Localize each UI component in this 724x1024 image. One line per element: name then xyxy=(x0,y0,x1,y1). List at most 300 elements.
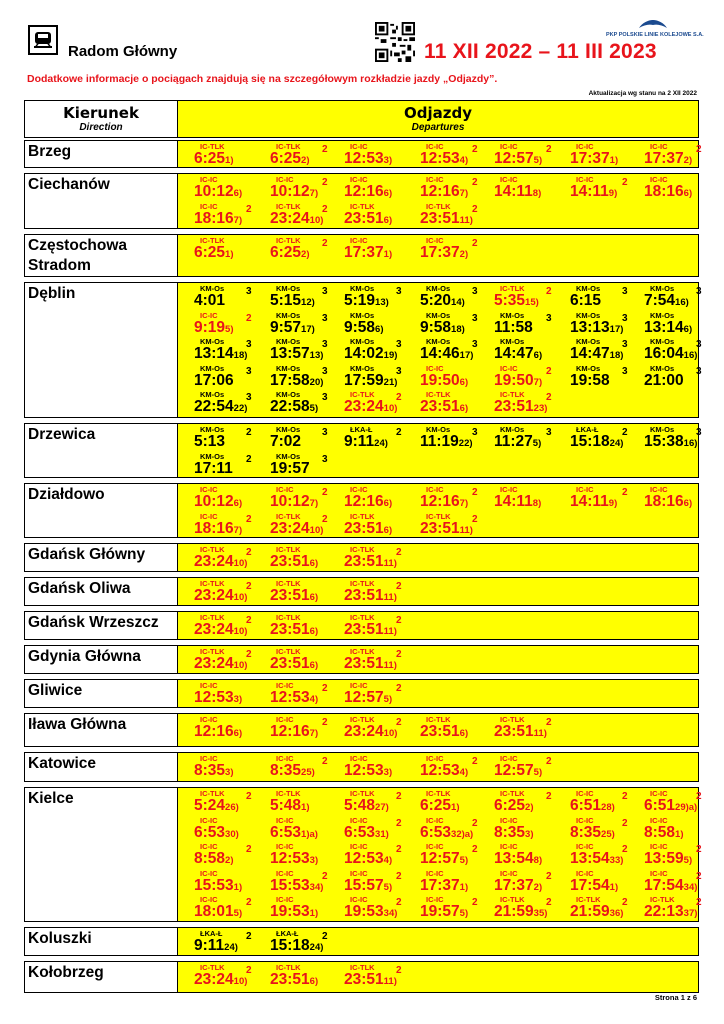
footnote-mark: 25) xyxy=(301,767,315,778)
footnote-mark: 19) xyxy=(383,350,398,361)
train-category: IC-IC xyxy=(200,511,218,521)
train-category: IC-TLK xyxy=(276,789,301,798)
departure-entry xyxy=(262,895,336,921)
departure-entry xyxy=(562,311,636,337)
departure-entry xyxy=(186,284,260,310)
departure-time: 17:11 xyxy=(194,459,233,477)
departure-time: 19:50 xyxy=(494,371,534,389)
footnote-mark: 9) xyxy=(608,188,618,199)
train-category: IC-TLK xyxy=(200,789,225,798)
departure-time: 23:51 xyxy=(420,519,460,537)
class-number: 2 xyxy=(396,683,402,694)
departure-time-wrap xyxy=(194,150,233,170)
direction-name-line: Gdańsk Główny xyxy=(28,546,146,563)
departure-time: 19:50 xyxy=(420,371,460,389)
class-number: 2 xyxy=(622,791,628,802)
departure-entry xyxy=(186,895,260,921)
departure-time: 23:24 xyxy=(194,655,234,672)
departure-entry xyxy=(336,754,410,780)
train-category: IC-IC xyxy=(276,175,294,184)
departure-entry xyxy=(636,485,710,511)
departure-entry xyxy=(636,337,710,363)
train-category: IC-IC xyxy=(500,754,518,763)
departure-time: 18:16 xyxy=(644,183,684,200)
direction-name xyxy=(25,578,178,605)
departure-time-wrap xyxy=(344,621,397,641)
departure-time: 15:53 xyxy=(194,876,234,894)
departure-time: 19:57 xyxy=(420,903,460,920)
train-category: KM-Os xyxy=(650,425,675,434)
class-number: 2 xyxy=(246,615,252,626)
departure-time: 14:11 xyxy=(570,493,609,510)
departure-time-wrap xyxy=(494,762,542,782)
footnote-mark: 13) xyxy=(309,350,324,361)
footnote-mark: 5) xyxy=(459,908,469,919)
footnote-mark: 1) xyxy=(451,802,460,813)
train-category: IC-TLK xyxy=(276,963,301,972)
footnote-mark: 6) xyxy=(309,626,319,637)
departure-entry xyxy=(562,284,636,310)
class-number: 2 xyxy=(622,817,628,829)
departure-entry xyxy=(186,579,260,605)
departure-time: 12:53 xyxy=(270,850,310,867)
departure-time-wrap xyxy=(570,372,610,390)
departure-time: 12:53 xyxy=(420,150,460,167)
train-category: KM-Os xyxy=(276,425,301,434)
departure-time-wrap xyxy=(344,520,392,540)
departure-time: 23:51 xyxy=(344,971,384,988)
departure-time: 6:15 xyxy=(570,292,602,309)
class-number: 3 xyxy=(622,365,628,377)
footnote-mark: 11) xyxy=(533,728,547,739)
departure-entry xyxy=(336,545,410,571)
footnote-mark: 6) xyxy=(683,498,693,509)
footnote-mark: 35) xyxy=(533,908,548,919)
departure-entry xyxy=(336,364,410,390)
train-category: IC-IC xyxy=(650,789,668,798)
train-category: IC-IC xyxy=(200,815,218,825)
departure-time-wrap xyxy=(420,433,473,453)
class-number: 2 xyxy=(622,177,628,188)
departure-time: 14:46 xyxy=(420,345,460,362)
departure-time-wrap xyxy=(494,723,547,743)
train-category: IC-IC xyxy=(500,842,518,851)
footnote-mark: 11) xyxy=(383,558,397,569)
class-number: 2 xyxy=(246,581,252,592)
train-category: IC-TLK xyxy=(276,236,301,245)
departure-time-wrap xyxy=(270,621,318,641)
class-number: 2 xyxy=(246,513,252,525)
departure-time-wrap xyxy=(344,319,383,339)
train-category: IC-TLK xyxy=(350,647,375,656)
footnote-mark: 6) xyxy=(683,188,693,199)
direction-name-line: Stradom xyxy=(28,257,91,274)
departure-entry xyxy=(486,337,560,363)
class-number: 2 xyxy=(396,965,402,976)
departure-entry xyxy=(562,895,636,921)
train-category: IC-TLK xyxy=(350,511,375,521)
direction-name-line: Ciechanów xyxy=(28,176,110,193)
departure-entry xyxy=(486,869,560,895)
class-number: 3 xyxy=(696,339,702,350)
footnote-mark: 2) xyxy=(683,155,693,166)
footnote-mark: 6) xyxy=(383,214,393,226)
departure-time: 13:54 xyxy=(494,850,534,867)
class-number: 2 xyxy=(622,487,628,498)
departure-time-wrap xyxy=(420,150,468,170)
footnote-mark: 24) xyxy=(309,942,324,953)
footnote-mark: 16) xyxy=(675,297,689,308)
departure-time-wrap xyxy=(270,520,323,540)
departure-time-wrap xyxy=(420,292,465,312)
departure-time-wrap xyxy=(570,345,623,365)
train-category: IC-IC xyxy=(200,310,218,320)
train-category: KM-Os xyxy=(200,284,225,293)
class-number: 2 xyxy=(396,392,402,403)
departure-time-wrap xyxy=(270,971,318,991)
departure-time: 22:58 xyxy=(270,398,310,415)
class-number: 2 xyxy=(472,238,478,249)
departure-time-wrap xyxy=(494,433,541,453)
train-category: IC-TLK xyxy=(426,201,451,211)
table-header xyxy=(24,100,699,138)
departure-time-wrap xyxy=(570,493,617,513)
departure-entry xyxy=(486,284,560,310)
train-category: KM-Os xyxy=(650,337,675,346)
direction-name xyxy=(25,928,178,955)
departure-time-wrap xyxy=(570,150,618,170)
departure-entry xyxy=(486,715,560,741)
footnote-mark: 24) xyxy=(609,438,624,449)
departure-time-wrap xyxy=(494,150,542,170)
class-number: 3 xyxy=(696,427,702,438)
train-category: KM-Os xyxy=(200,337,225,346)
footnote-mark: 2) xyxy=(459,249,469,260)
departure-entry xyxy=(562,142,636,168)
departure-time-wrap xyxy=(420,398,468,418)
departure-time: 23:24 xyxy=(270,519,310,537)
footnote-mark: 6) xyxy=(309,592,319,603)
departures-cell xyxy=(178,646,698,673)
class-number: 3 xyxy=(322,286,328,297)
footnote-mark: 17) xyxy=(301,323,315,335)
footnote-mark: 5) xyxy=(532,438,542,449)
departure-entry xyxy=(262,485,336,511)
footnote-mark: 2) xyxy=(301,249,310,260)
departure-time-wrap xyxy=(344,493,392,513)
class-number: 2 xyxy=(472,756,478,767)
class-number: 3 xyxy=(622,339,628,350)
departure-time-wrap xyxy=(494,398,547,418)
departure-entry xyxy=(412,512,486,538)
departure-time-wrap xyxy=(194,971,247,991)
departure-time-wrap xyxy=(344,587,397,607)
class-number: 2 xyxy=(696,844,702,855)
train-category: KM-Os xyxy=(200,363,225,373)
departure-entry xyxy=(336,512,410,538)
footnote-mark: 6) xyxy=(383,498,393,509)
class-number: 2 xyxy=(246,312,252,324)
class-number: 3 xyxy=(696,365,702,377)
departure-time: 13:59 xyxy=(644,850,684,867)
departure-entry xyxy=(262,647,336,673)
class-number: 2 xyxy=(546,144,552,155)
class-number: 2 xyxy=(322,756,328,767)
departure-time-wrap xyxy=(194,762,233,782)
departure-time-wrap xyxy=(194,655,247,675)
departure-time: 17:58 xyxy=(270,371,310,389)
train-category: IC-TLK xyxy=(200,579,225,588)
departure-time: 17:37 xyxy=(494,876,534,894)
departure-time: 11:58 xyxy=(494,318,533,336)
departure-time-wrap xyxy=(344,244,392,264)
departure-time-wrap xyxy=(570,319,623,339)
departure-time: 10:12 xyxy=(194,183,234,200)
departure-time: 23:24 xyxy=(194,621,234,638)
train-category: IC-IC xyxy=(576,175,594,184)
train-category: IC-IC xyxy=(200,715,218,724)
departure-time-wrap xyxy=(644,183,692,203)
departure-time-wrap xyxy=(270,433,301,451)
departure-time-wrap xyxy=(644,493,692,513)
footnote-mark: 24) xyxy=(224,942,238,953)
footnote-mark: 15) xyxy=(525,297,539,308)
departure-entry xyxy=(186,485,260,511)
direction-row xyxy=(24,140,702,168)
footnote-mark: 1) xyxy=(459,881,469,893)
footnote-mark: 7) xyxy=(233,214,243,226)
departure-time: 19:57 xyxy=(270,459,310,477)
departure-time: 12:16 xyxy=(344,183,384,200)
departure-time: 11:19 xyxy=(420,433,459,450)
train-category: KM-Os xyxy=(350,284,375,293)
departure-time-wrap xyxy=(270,850,318,870)
departure-time: 23:24 xyxy=(194,971,234,988)
train-category: KM-Os xyxy=(276,284,301,293)
departure-time: 6:53 xyxy=(270,823,302,841)
train-category: IC-IC xyxy=(350,236,368,245)
departure-time: 13:14 xyxy=(644,318,684,336)
direction-row xyxy=(24,611,699,640)
departure-entry xyxy=(412,175,486,201)
class-number: 3 xyxy=(546,312,552,324)
footnote-mark: 29)a) xyxy=(675,802,698,813)
class-number: 3 xyxy=(472,339,478,350)
train-category: IC-TLK xyxy=(350,613,375,622)
class-number: 2 xyxy=(622,427,628,438)
departure-entry xyxy=(186,311,260,337)
departure-time-wrap xyxy=(270,937,323,957)
train-category: KM-Os xyxy=(576,337,601,346)
direction-row xyxy=(24,713,699,747)
departure-time-wrap xyxy=(270,797,309,817)
train-category: IC-IC xyxy=(500,363,518,373)
departure-time-wrap xyxy=(420,850,468,870)
departure-time-wrap xyxy=(420,762,468,782)
departure-time-wrap xyxy=(194,587,247,607)
departure-time-wrap xyxy=(644,292,689,312)
departure-time-wrap xyxy=(644,433,697,453)
departure-time: 21:00 xyxy=(644,371,684,389)
departure-time-wrap xyxy=(270,877,323,897)
departure-time: 23:51 xyxy=(494,398,534,415)
class-number: 2 xyxy=(546,756,552,767)
train-category: IC-TLK xyxy=(276,511,301,521)
departures-cell xyxy=(178,714,698,746)
departure-time: 9:19 xyxy=(194,318,226,336)
footnote-mark: 7) xyxy=(459,188,469,199)
departure-time: 12:53 xyxy=(420,762,460,779)
departure-time: 23:51 xyxy=(270,587,310,604)
departure-entry xyxy=(186,142,260,168)
departure-time-wrap xyxy=(344,372,397,392)
train-category: IC-IC xyxy=(650,868,668,878)
train-category: IC-TLK xyxy=(500,895,525,904)
info-note: Dodatkowe informacje o pociągach znajdują się na szczegółowym rozkładzie jazdy „Odjazdy”. xyxy=(27,73,498,85)
departure-time-wrap xyxy=(270,210,323,230)
departure-entry xyxy=(412,202,486,228)
train-category: IC-TLK xyxy=(350,715,375,724)
departure-time-wrap xyxy=(194,372,234,390)
class-number: 3 xyxy=(396,286,402,297)
footnote-mark: 3) xyxy=(309,855,319,866)
direction-name-line: Gliwice xyxy=(28,682,83,699)
train-category: KM-Os xyxy=(500,337,525,346)
departure-time-wrap xyxy=(420,319,465,339)
departure-time: 19:53 xyxy=(344,903,384,920)
class-number: 2 xyxy=(396,717,402,728)
footnote-mark: 18) xyxy=(609,350,624,361)
footnote-mark: 27) xyxy=(375,802,389,813)
departure-time-wrap xyxy=(194,183,242,203)
departure-time-wrap xyxy=(344,398,397,418)
train-category: IC-IC xyxy=(200,868,218,878)
departure-time: 14:47 xyxy=(570,345,610,362)
departure-time-wrap xyxy=(194,319,233,339)
footnote-mark: 26) xyxy=(225,802,239,813)
departure-time-wrap xyxy=(194,850,233,870)
class-number: 2 xyxy=(322,717,328,728)
departure-time-wrap xyxy=(194,210,242,230)
train-category: IC-IC xyxy=(426,175,444,184)
departure-entry xyxy=(186,816,260,842)
departure-time-wrap xyxy=(194,689,242,709)
train-category: IC-IC xyxy=(350,815,368,825)
departure-time: 6:51 xyxy=(644,797,676,814)
footnote-mark: 22) xyxy=(233,403,248,414)
departure-entry xyxy=(412,485,486,511)
class-number: 3 xyxy=(246,365,252,377)
departure-time-wrap xyxy=(420,520,473,540)
class-number: 2 xyxy=(322,177,328,188)
departure-entry xyxy=(486,485,560,511)
departure-time: 12:53 xyxy=(270,689,310,706)
footnote-mark: 24) xyxy=(374,438,388,449)
departures-cell xyxy=(178,962,698,992)
departure-time-wrap xyxy=(344,762,392,782)
train-category: KM-Os xyxy=(200,451,225,461)
train-category: KM-Os xyxy=(576,363,601,373)
footnote-mark: 5) xyxy=(309,403,319,414)
footnote-mark: 6) xyxy=(233,188,243,199)
direction-row xyxy=(24,577,699,606)
departure-time-wrap xyxy=(270,689,318,709)
train-category: IC-IC xyxy=(576,815,594,825)
footnote-mark: 1) xyxy=(225,249,234,260)
departure-time: 5:35 xyxy=(494,292,526,309)
train-category: IC-TLK xyxy=(350,789,375,798)
departure-entry xyxy=(412,895,486,921)
departure-time-wrap xyxy=(194,553,247,573)
departure-time: 17:59 xyxy=(344,371,384,389)
departure-time-wrap xyxy=(344,150,392,170)
footnote-mark: 7) xyxy=(309,188,319,199)
departure-time-wrap xyxy=(270,723,318,743)
train-category: KM-Os xyxy=(276,363,301,373)
footnote-mark: 2) xyxy=(225,855,234,866)
departure-time: 17:37 xyxy=(570,150,610,167)
train-category: KM-Os xyxy=(200,390,225,399)
departure-entry xyxy=(262,452,336,478)
train-category: IC-TLK xyxy=(350,201,375,211)
class-number: 2 xyxy=(396,870,402,882)
departure-entry xyxy=(186,963,260,989)
footnote-mark: 4) xyxy=(459,155,469,166)
class-number: 2 xyxy=(546,717,552,728)
departure-entry xyxy=(636,311,710,337)
footnote-mark: 6) xyxy=(309,976,319,987)
departure-time: 9:58 xyxy=(420,318,452,336)
departure-time: 8:35 xyxy=(194,762,226,779)
departure-time: 21:59 xyxy=(494,903,534,920)
train-category: KM-Os xyxy=(350,363,375,373)
train-category: IC-IC xyxy=(350,485,368,494)
class-number: 3 xyxy=(322,392,328,403)
footnote-mark: 10) xyxy=(233,592,248,603)
departure-time-wrap xyxy=(344,824,389,844)
departure-time: 7:54 xyxy=(644,292,676,309)
footnote-mark: 21) xyxy=(383,376,398,388)
class-number: 2 xyxy=(472,513,478,525)
footnote-mark: 23) xyxy=(533,403,548,414)
footnote-mark: 6) xyxy=(233,728,243,739)
train-category: IC-IC xyxy=(576,842,594,851)
departure-entry xyxy=(336,869,410,895)
train-category: IC-TLK xyxy=(200,963,225,972)
footnote-mark: 4) xyxy=(459,767,469,778)
departure-time: 23:51 xyxy=(420,209,460,227)
train-category: IC-TLK xyxy=(200,613,225,622)
departure-time-wrap xyxy=(194,493,242,513)
departure-time: 5:19 xyxy=(344,292,376,309)
train-category: KM-Os xyxy=(276,451,301,461)
departure-time: 17:37 xyxy=(344,244,384,261)
class-number: 2 xyxy=(246,791,252,802)
direction-name-line: Katowice xyxy=(28,755,97,772)
departure-time: 15:18 xyxy=(270,937,310,954)
departure-time-wrap xyxy=(420,877,468,897)
train-category: IC-TLK xyxy=(500,715,525,724)
direction-name xyxy=(25,424,178,477)
departure-time: 18:16 xyxy=(194,209,234,227)
class-number: 2 xyxy=(546,392,552,403)
departure-time: 23:51 xyxy=(420,398,460,415)
footnote-mark: 6) xyxy=(309,660,319,671)
departure-entry xyxy=(262,963,336,989)
train-category: IC-TLK xyxy=(426,390,451,399)
departure-time: 12:57 xyxy=(344,689,384,706)
train-category: IC-IC xyxy=(200,201,218,211)
